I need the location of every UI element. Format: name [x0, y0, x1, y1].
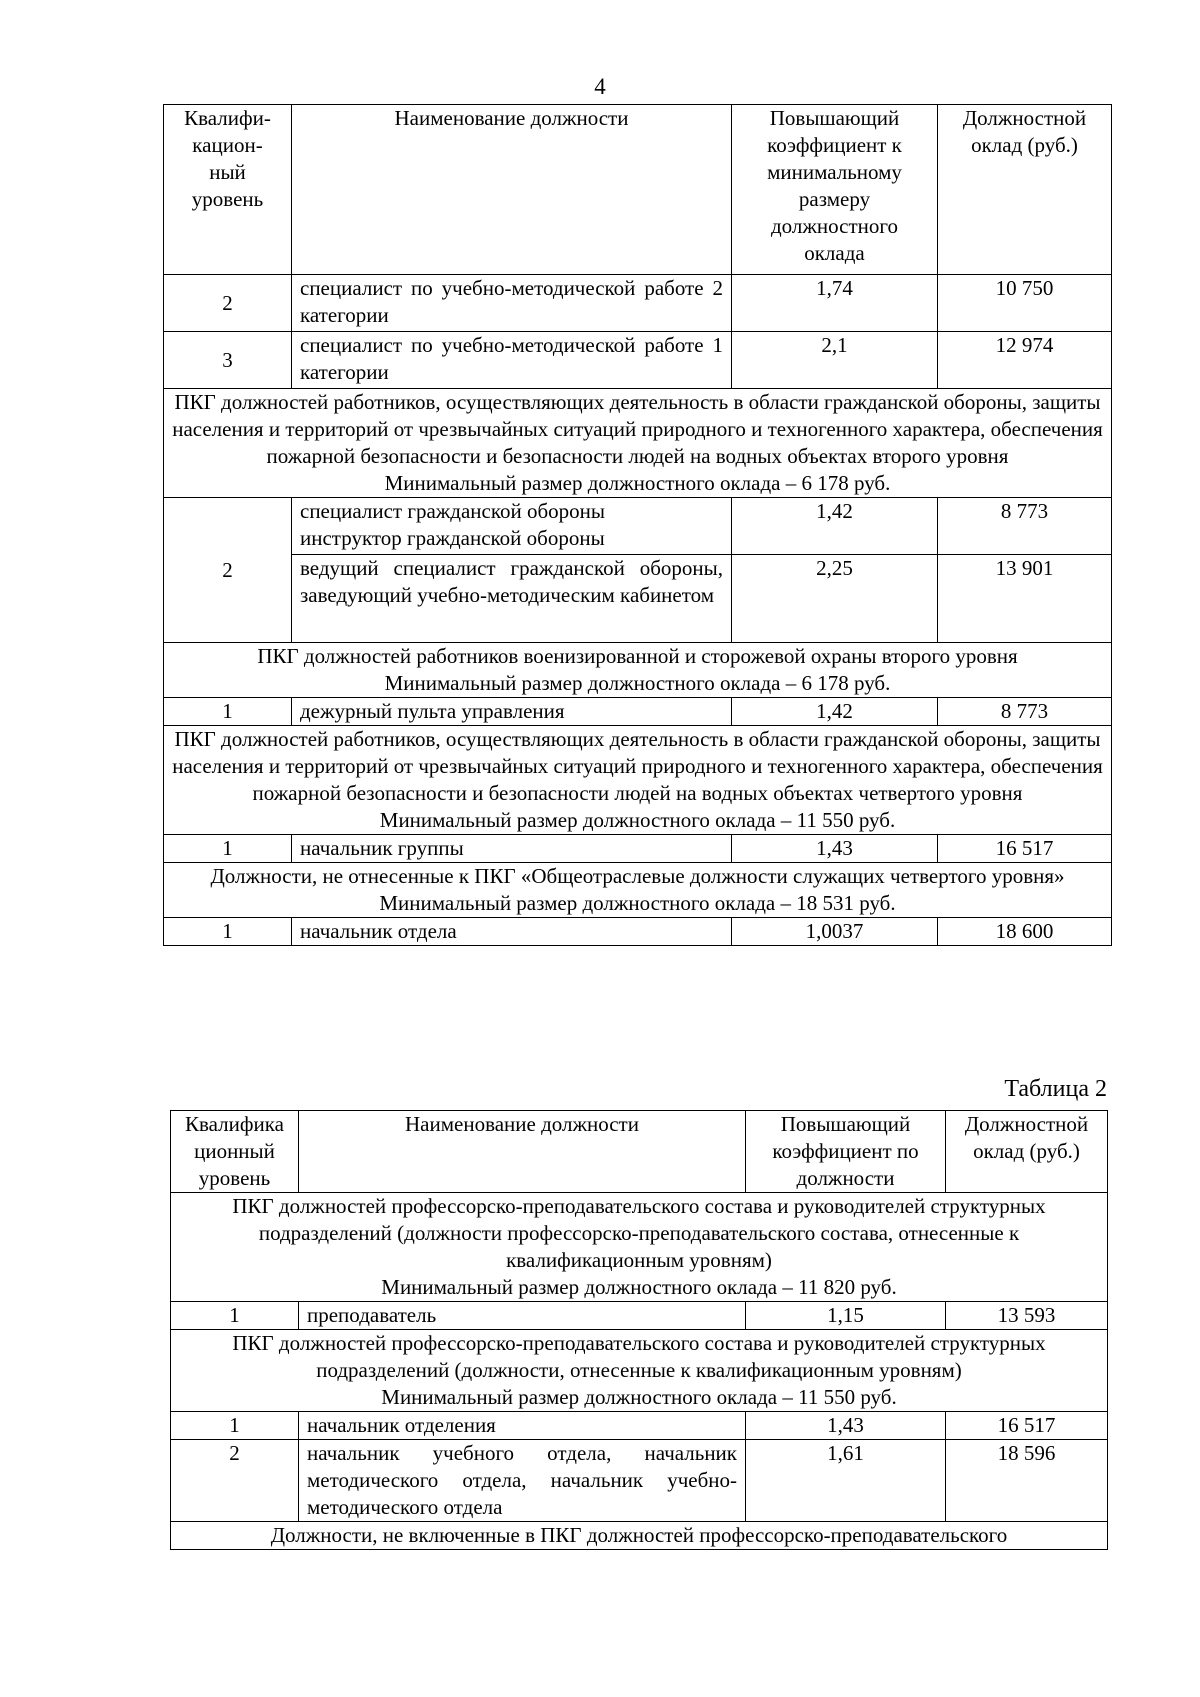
coefficient-cell: 1,74: [732, 275, 938, 332]
level-cell: 2: [164, 275, 292, 332]
salary-cell: 13 901: [938, 555, 1112, 643]
table-row: [164, 918, 1112, 946]
header-position-name: Наименование должности: [299, 1111, 746, 1193]
position-cell: преподаватель: [299, 1302, 746, 1330]
group-header-row: [164, 389, 1112, 498]
coefficient-cell: 1,15: [746, 1302, 946, 1330]
header-salary: Должностной оклад (руб.): [938, 105, 1112, 275]
position-cell: начальник учебного отдела, начальник методического отдела, начальник учебно-методического отдела: [299, 1440, 746, 1522]
table-row: [164, 698, 1112, 726]
level-cell: 1: [164, 698, 292, 726]
coefficient-cell: 1,61: [746, 1440, 946, 1522]
group-title: ПКГ должностей профессорско-преподавательского состава и руководителей структурных подразделений (должности, отнесенные к квалификационным уровням): [232, 1331, 1046, 1382]
group-title: ПКГ должностей профессорско-преподавательского состава и руководителей структурных подразделений (должности профессорско-преподавательского состава, отнесенные к квалификационным уровням): [232, 1194, 1046, 1272]
position-cell: ведущий специалист гражданской обороны, заведующий учебно-методическим кабинетом: [292, 555, 732, 643]
group-min-salary: Минимальный размер должностного оклада – 11 550 руб.: [381, 1385, 897, 1409]
header-position-name: Наименование должности: [292, 105, 732, 275]
group-min-salary: Минимальный размер должностного оклада – 6 178 руб.: [384, 671, 891, 695]
position-cell: начальник отделения: [299, 1412, 746, 1440]
coefficient-cell: 2,25: [732, 555, 938, 643]
table-header-row: [171, 1111, 1108, 1193]
position-cell: дежурный пульта управления: [292, 698, 732, 726]
table-row: [164, 835, 1112, 863]
coefficient-cell: 1,43: [732, 835, 938, 863]
coefficient-cell: 1,43: [746, 1412, 946, 1440]
group-header-row: [171, 1330, 1108, 1412]
table-row: [164, 555, 1112, 643]
header-salary: Должностной оклад (руб.): [946, 1111, 1108, 1193]
group-header-cell: [164, 726, 1112, 835]
group-title: ПКГ должностей работников военизированной и сторожевой охраны второго уровня: [257, 644, 1018, 668]
group-min-salary: Минимальный размер должностного оклада – 6 178 руб.: [384, 471, 891, 495]
level-cell: 3: [164, 332, 292, 389]
coefficient-cell: 1,42: [732, 498, 938, 555]
group-title: Должности, не отнесенные к ПКГ «Общеотраслевые должности служащих четвертого уровня»: [210, 864, 1065, 888]
salary-cell: 12 974: [938, 332, 1112, 389]
coefficient-cell: 1,42: [732, 698, 938, 726]
salary-cell: 8 773: [938, 698, 1112, 726]
salary-cell: 13 593: [946, 1302, 1108, 1330]
salary-cell: 18 600: [938, 918, 1112, 946]
group-min-salary: Минимальный размер должностного оклада – 11 550 руб.: [379, 808, 896, 832]
group-header-row: [171, 1193, 1108, 1302]
group-min-salary: Минимальный размер должностного оклада – 18 531 руб.: [379, 891, 896, 915]
salary-cell: 8 773: [938, 498, 1112, 555]
salary-cell: 10 750: [938, 275, 1112, 332]
header-level: Квалифи- кацион- ный уровень: [164, 105, 292, 275]
table-row: [164, 498, 1112, 555]
page-number: 4: [594, 74, 606, 99]
salary-cell: 18 596: [946, 1440, 1108, 1522]
level-cell: 2: [171, 1440, 299, 1522]
table-header-row: [164, 105, 1112, 275]
header-coefficient: Повышающий коэффициент к минимальному размеру должностного оклада: [732, 105, 938, 275]
table-row: [171, 1302, 1108, 1330]
level-cell: 1: [171, 1412, 299, 1440]
table-2-caption: Таблица 2: [1004, 1076, 1107, 1102]
header-coefficient: Повышающий коэффициент по должности: [746, 1111, 946, 1193]
group-header-cell: [164, 389, 1112, 498]
table-row: [164, 332, 1112, 389]
level-cell: 2: [164, 498, 292, 643]
salary-table-2: [170, 1110, 1108, 1550]
coefficient-cell: 2,1: [732, 332, 938, 389]
group-title: ПКГ должностей работников, осуществляющих деятельность в области гражданской обороны, защиты населения и территорий от чрезвычайных ситуаций природного и техногенного характера, обеспечения пожарной безопасности и безопасности людей на водных объектах четвертого уровня: [172, 727, 1103, 805]
group-header-cell: [164, 863, 1112, 918]
level-cell: 1: [171, 1302, 299, 1330]
group-header-row: [171, 1522, 1108, 1550]
group-min-salary: Минимальный размер должностного оклада – 11 820 руб.: [381, 1275, 897, 1299]
position-cell: начальник отдела: [292, 918, 732, 946]
table-row: [164, 275, 1112, 332]
position-cell: специалист гражданской обороны инструктор гражданской обороны: [292, 498, 732, 555]
level-cell: 1: [164, 918, 292, 946]
group-header-cell: [171, 1330, 1108, 1412]
group-header-cell: [164, 643, 1112, 698]
group-title: Должности, не включенные в ПКГ должностей профессорско-преподавательского: [270, 1523, 1008, 1547]
group-header-row: [164, 863, 1112, 918]
group-header-row: [164, 726, 1112, 835]
salary-cell: 16 517: [946, 1412, 1108, 1440]
coefficient-cell: 1,0037: [732, 918, 938, 946]
position-cell: начальник группы: [292, 835, 732, 863]
group-header-row: [164, 643, 1112, 698]
level-cell: 1: [164, 835, 292, 863]
position-cell: специалист по учебно-методической работе 2 категории: [292, 275, 732, 332]
group-title: ПКГ должностей работников, осуществляющих деятельность в области гражданской обороны, защиты населения и территорий от чрезвычайных ситуаций природного и техногенного характера, обеспечения пожарной безопасности и безопасности людей на водных объектах второго уровня: [172, 390, 1103, 468]
table-row: [171, 1412, 1108, 1440]
position-cell: специалист по учебно-методической работе 1 категории: [292, 332, 732, 389]
header-level: Квалифика ционный уровень: [171, 1111, 299, 1193]
group-header-cell: [171, 1522, 1108, 1550]
group-header-cell: [171, 1193, 1108, 1302]
salary-cell: 16 517: [938, 835, 1112, 863]
salary-table-1: [163, 104, 1112, 946]
table-row: [171, 1440, 1108, 1522]
